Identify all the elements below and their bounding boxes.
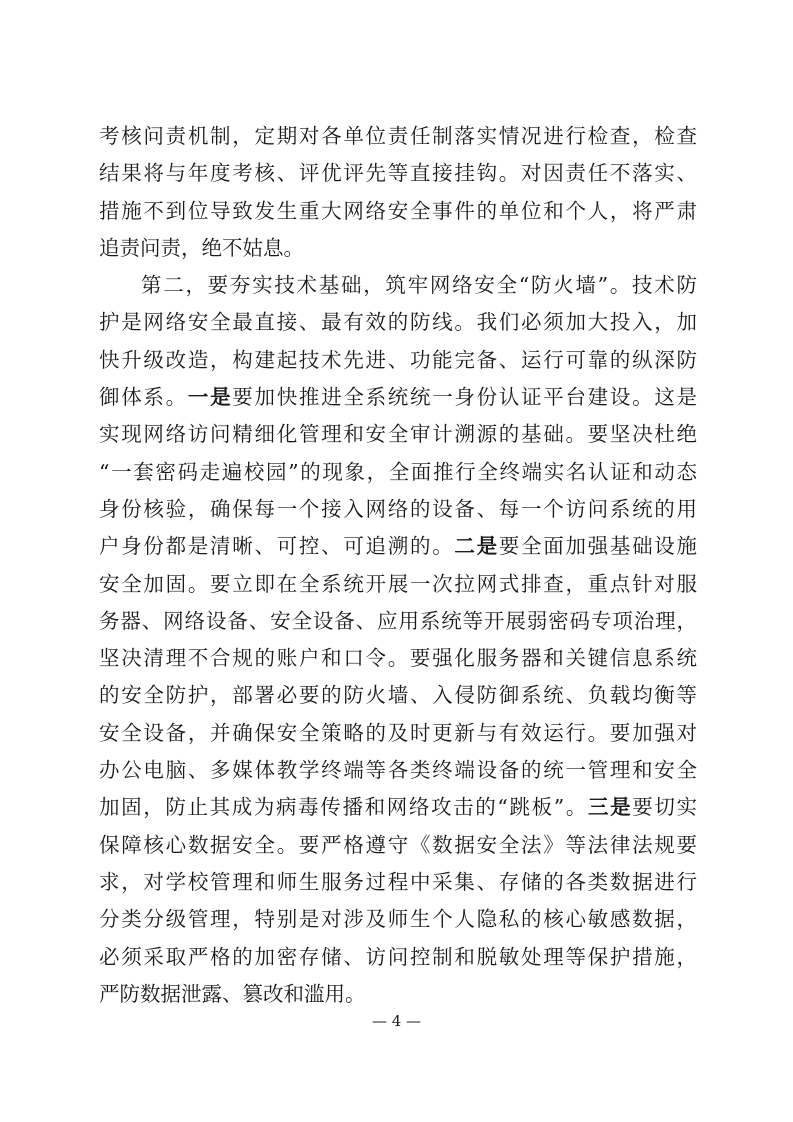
text-line: 求，对学校管理和师生服务过程中采集、存储的各类数据进行	[99, 869, 697, 894]
text-line: 措施不到位导致发生重大网络安全事件的单位和个人，将严肃	[99, 198, 697, 223]
text-line: 实现网络访问精细化管理和安全审计溯源的基础。要坚决杜绝	[99, 422, 697, 447]
text-line: 必须采取严格的加密存储、访问控制和脱敏处理等保护措施，	[99, 944, 697, 969]
text-line: 的安全防护，部署必要的防火墙、入侵防御系统、负载均衡等	[99, 683, 697, 708]
text-line: 保障核心数据安全。要严格遵守《数据安全法》等法律法规要	[99, 832, 697, 857]
point-marker-second: 二是	[454, 534, 499, 559]
text-line: 加固，防止其成为病毒传播和网络攻击的“跳板”。三是要切实	[99, 795, 697, 820]
text-line: 安全设备，并确保安全策略的及时更新与有效运行。要加强对	[99, 720, 697, 745]
text-line: 办公电脑、多媒体教学终端等各类终端设备的统一管理和安全	[99, 758, 697, 783]
document-body	[99, 118, 697, 1013]
text-line: 追责问责，绝不姑息。	[99, 235, 304, 260]
point-marker-first: 一是	[187, 385, 233, 410]
text-line: 坚决清理不合规的账户和口令。要强化服务器和关键信息系统	[99, 646, 697, 671]
text-line: 护是网络安全最直接、最有效的防线。我们必须加大投入，加	[99, 310, 697, 335]
text-line: 安全加固。要立即在全系统开展一次拉网式排查，重点针对服	[99, 571, 697, 596]
text-line: 考核问责机制，定期对各单位责任制落实情况进行检查，检查	[99, 124, 697, 148]
paragraph-start-line: 第二，要夯实技术基础，筑牢网络安全“防火墙”。技术防	[141, 273, 697, 298]
text-line: “一套密码走遍校园”的现象，全面推行全终端实名认证和动态	[99, 459, 697, 484]
point-marker-third: 三是	[587, 795, 633, 820]
text-line: 快升级改造，构建起技术先进、功能完备、运行可靠的纵深防	[99, 347, 697, 372]
text-line: 户身份都是清晰、可控、可追溯的。二是要全面加强基础设施	[99, 534, 698, 559]
text-line: 御体系。一是要加快推进全系统统一身份认证平台建设。这是	[99, 385, 698, 410]
text-line: 严防数据泄露、篡改和滥用。	[99, 981, 366, 1006]
page-number: — 4 —	[371, 1012, 422, 1030]
text-line: 结果将与年度考核、评优评先等直接挂钩。对因责任不落实、	[99, 161, 697, 186]
text-line: 务器、网络设备、安全设备、应用系统等开展弱密码专项治理，	[99, 608, 697, 633]
text-line: 分类分级管理，特别是对涉及师生个人隐私的核心敏感数据，	[99, 907, 697, 932]
text-line: 身份核验，确保每一个接入网络的设备、每一个访问系统的用	[99, 496, 697, 521]
